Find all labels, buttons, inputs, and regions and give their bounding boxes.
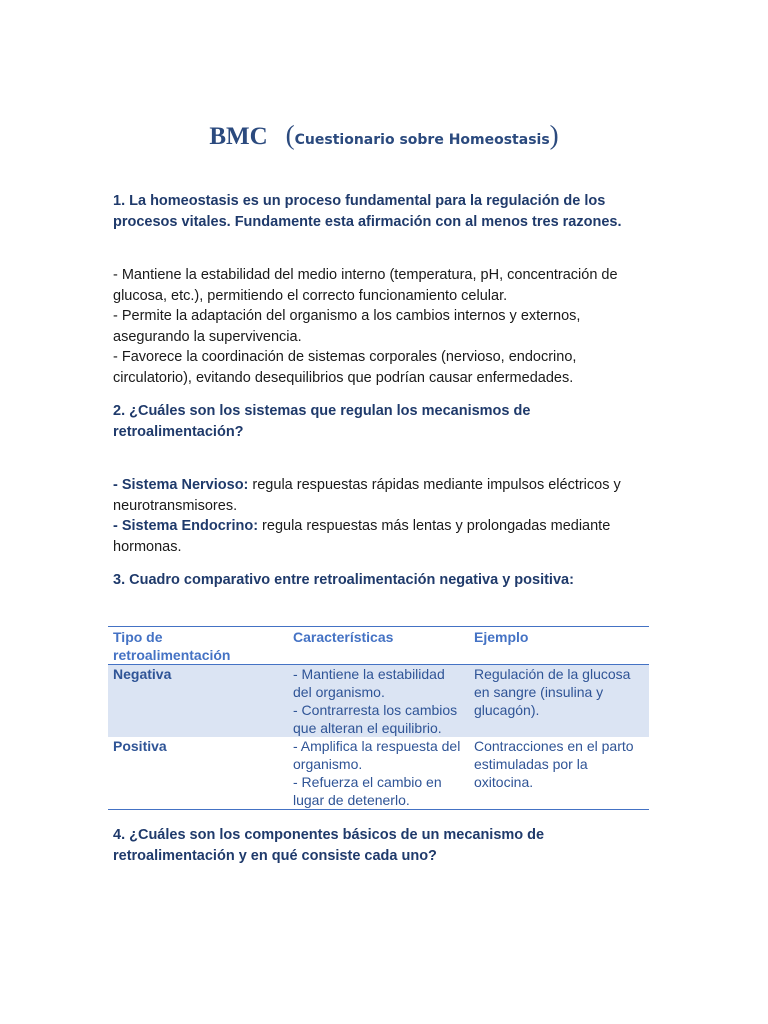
characteristics-cell [288,737,469,810]
answer-1-line: - Mantiene la estabilidad del medio interno (temperatura, pH, concentración de glucosa, etc.), permitiendo el correcto funcionamiento celular. [113,267,618,304]
table-row [108,665,649,738]
characteristics-cell [288,665,469,738]
table-header-cell: Características [288,627,469,665]
question-2: 2. ¿Cuáles son los sistemas que regulan los mecanismos de retroalimentación? [113,403,531,440]
system-description: regula respuestas más lentas y prolongadas mediante hormonas. [113,518,611,555]
comparison-table [108,626,649,810]
table-row [108,737,649,810]
title-main: BMC [209,123,268,150]
question-3: 3. Cuadro comparativo entre retroalimentación negativa y positiva: [113,572,574,588]
example-cell: Contracciones en el parto estimuladas por la oxitocina. [469,737,649,810]
characteristic-line: - Refuerza el cambio en lugar de detenerlo. [293,774,442,808]
characteristic-line: - Mantiene la estabilidad del organismo. [293,666,445,700]
table-header-row [108,627,649,665]
table-header-cell: Ejemplo [469,627,649,665]
feedback-type-cell: Positiva [108,737,288,810]
answer-1-line: - Favorece la coordinación de sistemas corporales (nervioso, endocrino, circulatorio), evitando desequilibrios que podrían causar enfermedades. [113,349,577,386]
answer-1 [113,265,658,388]
answer-2 [113,475,658,557]
feedback-type-cell: Negativa [108,665,288,738]
example-cell: Regulación de la glucosa en sangre (insulina y glucagón). [469,665,649,738]
system-label: - Sistema Nervioso: [113,477,249,493]
characteristic-line: - Contrarresta los cambios que alteran el equilibrio. [293,702,458,736]
table-header-cell: Tipo de retroalimentación [108,627,288,665]
title-subtitle: Cuestionario sobre Homeostasis [294,132,550,148]
characteristic-line: - Amplifica la respuesta del organismo. [293,738,461,772]
system-label: - Sistema Endocrino: [113,518,259,534]
answer-2-item [113,516,658,557]
answer-2-item [113,475,658,516]
answer-1-line: - Permite la adaptación del organismo a los cambios internos y externos, asegurando la supervivencia. [113,308,581,345]
title-close-paren: ) [549,120,559,150]
title-open-paren: ( [285,120,295,150]
question-1: 1. La homeostasis es un proceso fundamental para la regulación de los procesos vitales. Fundamente esta afirmación con al menos tres razones. [113,193,622,230]
question-4: 4. ¿Cuáles son los componentes básicos de un mecanismo de retroalimentación y en qué consiste cada uno? [113,827,545,864]
document-title [0,120,768,151]
system-description: regula respuestas rápidas mediante impulsos eléctricos y neurotransmisores. [113,477,621,514]
